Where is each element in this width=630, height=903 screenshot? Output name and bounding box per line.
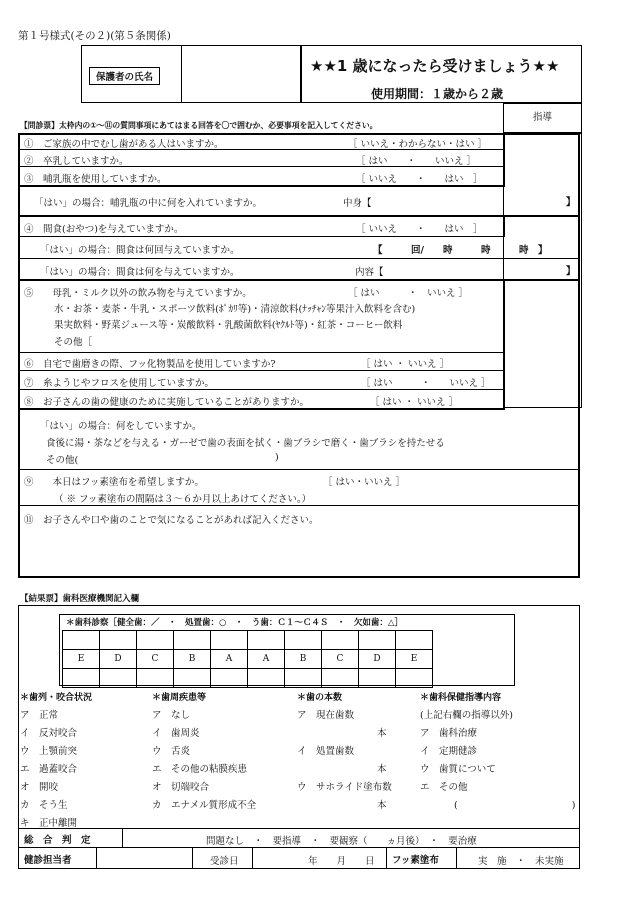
examiner-field[interactable] [97,848,192,869]
col-occlusion-item[interactable]: ア 正常 [20,710,59,721]
current-teeth-unit: 本 [377,728,387,739]
tooth-upper-9[interactable] [359,631,396,650]
col-guidance-item[interactable]: エ その他 [420,782,468,793]
judgement-options[interactable]: 問題なし ・ 要指導 ・ 要観察（ ヵ月後） ・ 要治療 [206,836,477,847]
guardian-label: 保護者の氏名 [89,67,160,85]
col-guidance-item[interactable]: ア 歯科治療 [420,728,478,739]
col-teeth-count [297,690,427,811]
q8-answer[interactable]: ［ はい ・ いいえ ］ [370,397,459,408]
col-occlusion-item[interactable]: イ 反対咬合 [20,728,78,739]
tooth-lower-7[interactable] [285,669,322,688]
q4-sub2-prefix: 内容【 [355,267,384,278]
teeth-chart [62,630,433,688]
judgement-row [18,828,580,848]
col-guidance-item[interactable]: イ 定期健診 [420,746,478,757]
tooth-label: A [211,650,248,669]
q9-answer[interactable]: ［ はい・いいえ ］ [323,477,406,488]
fluoride-options[interactable]: 実 施 ・ 未実施 [478,856,564,867]
col-occlusion-item[interactable]: キ 正中離開 [20,818,78,829]
examiner-label: 健診担当者 [24,855,72,866]
tooth-label: A [248,650,285,669]
col-occlusion-item[interactable]: オ 開咬 [20,782,59,793]
col-guidance [420,690,575,815]
tooth-lower-1[interactable] [63,669,100,688]
current-teeth-label: ア 現在歯数 [297,710,355,721]
tooth-label: C [137,650,174,669]
q8-label: ⑧ お子さんの歯の健康のために実施していることがありますか。 [24,397,310,408]
tooth-lower-4[interactable] [174,669,211,688]
q5-label: ⑤ 母乳・ミルク以外の飲み物を与えていますか。 [24,288,252,299]
q9-label: ⑨ 本日はフッ素塗布を希望しますか。 [24,477,204,488]
q3-label: ③ 哺乳瓶を使用していますか。 [24,174,167,185]
q2-answer[interactable]: ［ はい ・ いいえ ］ [356,156,477,167]
col-occlusion-item[interactable]: ウ 上顎前突 [20,746,78,757]
exam-date-label: 受診日 [210,856,239,867]
tooth-upper-7[interactable] [285,631,322,650]
col-guidance-title: ＊歯科保健指導内容 [420,693,502,703]
tooth-lower-9[interactable] [359,669,396,688]
q4-answer[interactable]: ［ いいえ ・ はい ］ [356,224,483,235]
q3-answer[interactable]: ［ いいえ ・ はい ］ [356,174,483,185]
tooth-label: E [63,650,100,669]
fluoride-label: フッ素塗布 [392,855,439,866]
q7-label: ⑦ 糸ようじやフロスを使用していますか。 [24,378,215,389]
q5-options-3[interactable]: その他［ [54,337,93,348]
col-occlusion-item[interactable]: エ 過蓋咬合 [20,764,78,775]
usage-period: 使用期間：１歳から２歳 [371,87,504,101]
tooth-upper-5[interactable] [211,631,248,650]
q8-sub-line3[interactable]: その他( [46,455,79,466]
q6-answer[interactable]: ［ はい ・ いいえ ］ [361,359,450,370]
col-periodontal [152,690,302,815]
treated-teeth-label: イ 処置歯数 [297,746,355,757]
col-periodontal-item[interactable]: オ 切端咬合 [152,782,210,793]
tooth-label: B [174,650,211,669]
q5-options-2: 果実飲料・野菜ジュース等・炭酸飲料・乳酸菌飲料(ﾔｸﾙﾄ等)・紅茶・コーヒー飲料 [54,320,403,331]
q1-answer[interactable]: ［ いいえ・わからない・はい ］ [348,139,488,150]
q3-sub-label: 「はい」の場合：哺乳瓶の中に何を入れていますか。 [34,198,263,209]
col-occlusion-title: ＊歯列・咬合状況 [20,693,93,703]
tooth-lower-5[interactable] [211,669,248,688]
treated-teeth-unit: 本 [377,764,387,775]
q5-answer[interactable]: ［ はい ・ いいえ ］ [348,288,469,299]
tooth-upper-2[interactable] [100,631,137,650]
interview-header: 【問診票】太枠内の①～⑪の質問事項にあてはまる回答を〇で囲むか、必要事項を記入してください。 [20,121,378,130]
tooth-upper-1[interactable] [63,631,100,650]
judgement-label: 総 合 判 定 [24,835,91,846]
tooth-label: D [100,650,137,669]
q3-sub-suffix: 】 [566,197,576,208]
q4-sub1-label: 「はい」の場合：間食は何回与えていますか。 [40,245,240,256]
dental-exam-legend: ＊歯科診察［健全歯：／ ・ 処置歯：○ ・ う歯：Ｃ１～Ｃ４Ｓ ・ 欠如歯：△］ [66,618,403,628]
q8-sub-line3-end: ) [275,452,279,463]
examiner-row [18,848,580,869]
tooth-label: B [285,650,322,669]
col-periodontal-item[interactable]: ア なし [152,710,191,721]
q4-sub2-suffix: 】 [566,266,576,277]
tooth-upper-10[interactable] [396,631,433,650]
saforide-unit: 本 [377,800,387,811]
col-guidance-item[interactable]: ウ 歯質について [420,764,496,775]
tooth-label: D [359,650,396,669]
col-periodontal-item[interactable]: ウ 舌炎 [152,746,191,757]
exam-date-fields[interactable]: 年 月 日 [308,856,375,867]
col-occlusion-item[interactable]: カ そう生 [20,800,68,811]
q1-label: ① ご家族の中でむし歯がある人はいますか。 [24,139,224,150]
q4-label: ④ 間食(おやつ)を与えていますか。 [24,224,184,235]
q8-sub-line2: 食後に湯・茶などを与える・ガーゼで歯の表面を拭く・歯ブラシで磨く・歯ブラシを持たせる [46,438,445,449]
result-header: 【結果票】歯科医療機関記入欄 [20,594,140,604]
col-guidance-item[interactable]: ( ) [454,800,576,811]
q10-label: ⑪ お子さんや口や歯のことで気になることがあれば記入ください。 [24,515,319,526]
guidance-header: 指導 [503,103,582,133]
q5-options-1: 水・お茶・麦茶・牛乳・スポーツ飲料(ﾎﾟｶﾘ等)・清涼飲料(ﾅｯﾁｬﾝ等果汁入飲料を含む) [54,304,416,315]
col-periodontal-item[interactable]: エ その他の粘膜疾患 [152,764,248,775]
form-number: 第１号様式(その２)(第５条関係) [18,30,171,42]
tooth-upper-6[interactable] [248,631,285,650]
tooth-lower-3[interactable] [137,669,174,688]
q8-sub-line1: 「はい」の場合：何をしていますか。 [40,421,202,432]
col-periodontal-item[interactable]: イ 歯周炎 [152,728,200,739]
q10-area[interactable] [18,506,580,578]
col-guidance-item: (上記右欄の指導以外) [420,710,513,721]
col-periodontal-title: ＊歯周疾患等 [152,693,207,703]
q3-sub-prefix: 中身【 [343,198,372,209]
col-teeth-count-title: ＊歯の本数 [297,693,343,703]
col-periodontal-item[interactable]: カ エナメル質形成不全 [152,800,257,811]
q2-label: ② 卒乳していますか。 [24,156,129,167]
q4-sub2-label: 「はい」の場合：間食は何を与えていますか。 [40,267,240,278]
tooth-upper-4[interactable] [174,631,211,650]
tooth-lower-10[interactable] [396,669,433,688]
tooth-lower-2[interactable] [100,669,137,688]
tooth-upper-3[interactable] [137,631,174,650]
q7-answer[interactable]: ［ はい ・ いいえ ］ [361,378,491,389]
q4-sub1-answer[interactable]: 【 回/ 時 時 時 】 [373,245,548,256]
page-title: ★★1 歳になったら受けましょう★★ [310,57,560,75]
q6-label: ⑥ 自宅で歯磨きの際、フッ化物製品を使用していますか? [24,359,276,370]
q9-note: （ ※ フッ素塗布の間隔は３～６か月以上あけてください。） [54,494,312,505]
saforide-label: ウ サホライド塗布数 [297,782,392,793]
tooth-lower-8[interactable] [322,669,359,688]
tooth-lower-6[interactable] [248,669,285,688]
col-occlusion [20,690,155,833]
tooth-label: E [396,650,433,669]
tooth-upper-8[interactable] [322,631,359,650]
tooth-label: C [322,650,359,669]
